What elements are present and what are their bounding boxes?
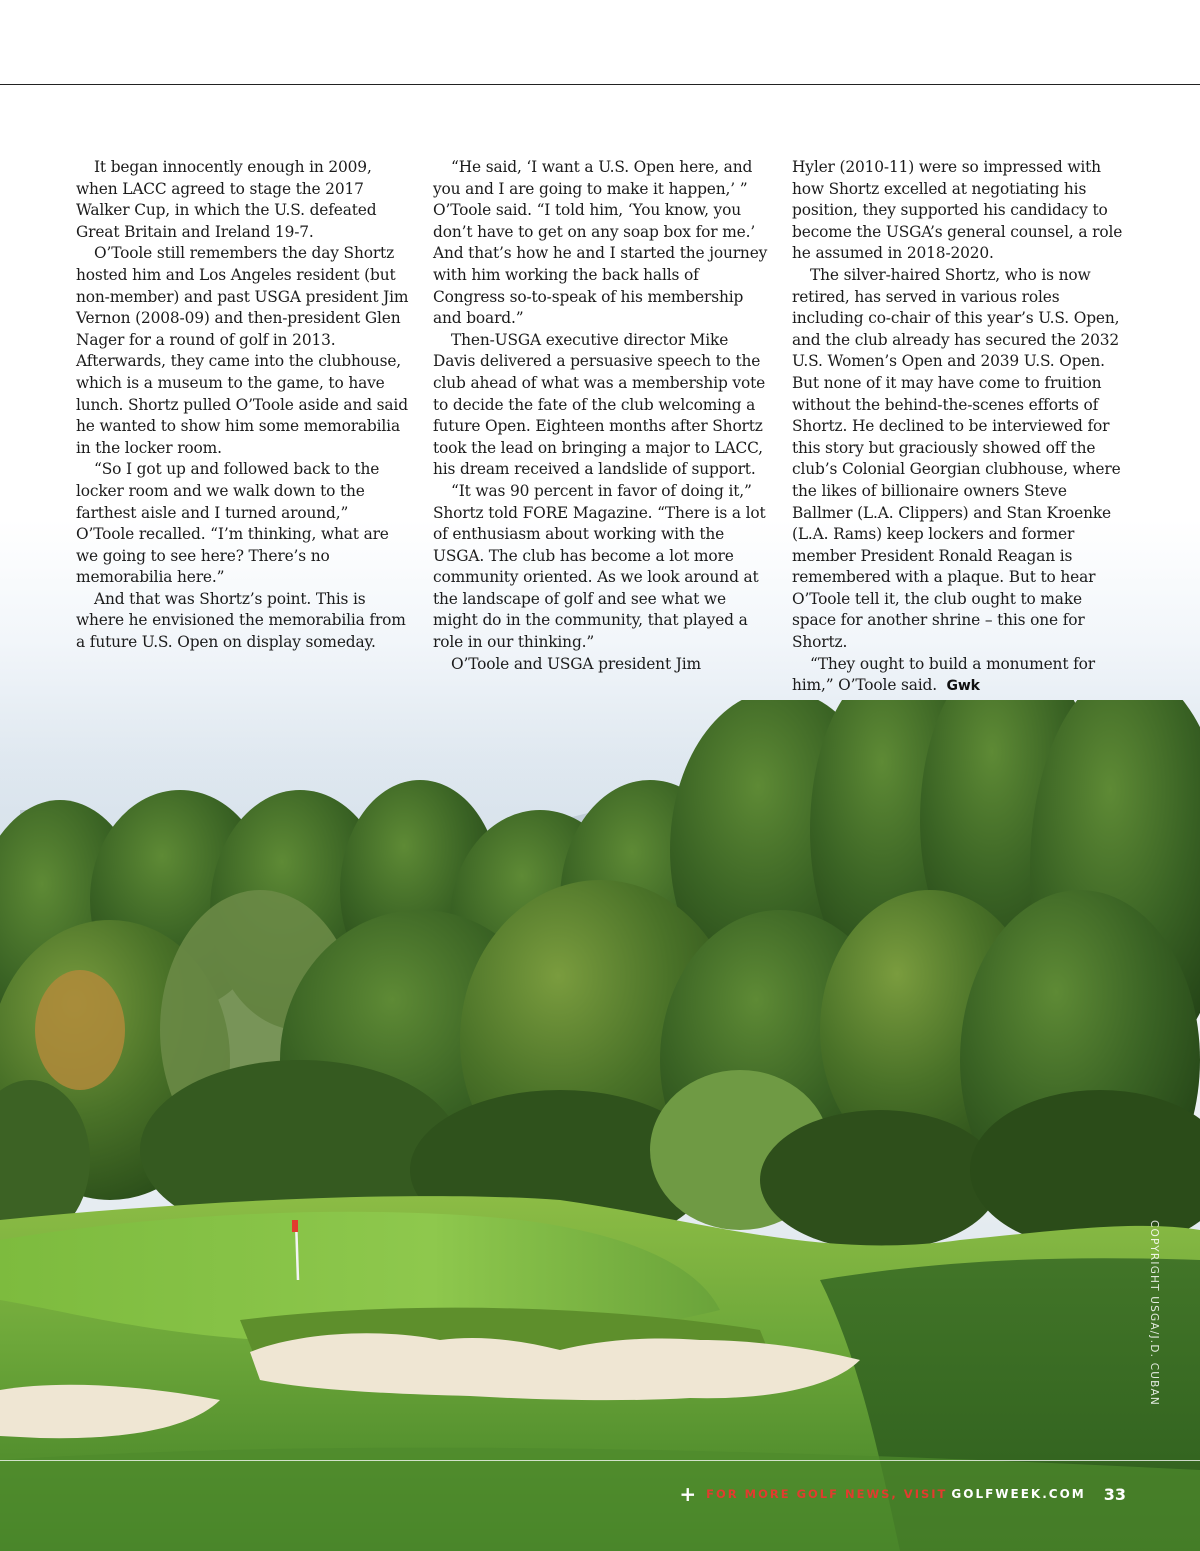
article-paragraph: “He said, ‘I want a U.S. Open here, and you and I are going to make it happen,’ ” O’Toole said. “I told him, ‘You know, you don’t have to get on any soap box for me.’ And that’s how he and I started the journey with him working the back halls of Congress so-to-speak of his membership and board.” — [433, 158, 768, 328]
article-column-3 — [792, 157, 1126, 698]
page-number: 33 — [1103, 1484, 1126, 1504]
article-paragraph — [792, 654, 1126, 698]
plus-icon: + — [679, 1482, 697, 1506]
footer-rule — [0, 1460, 1200, 1461]
closing-quote: “They ought to build a monument for him,” O’Toole said. — [792, 654, 1095, 695]
photo-credit: COPYRIGHT USGA/J.D. CUBAN — [1148, 1220, 1160, 1406]
article-paragraph: It began innocently enough in 2009, when LACC agreed to stage the 2017 Walker Cup, in which the U.S. defeated Great Britain and Ireland 19-7. — [76, 158, 377, 241]
article-paragraph: And that was Shortz’s point. This is where he envisioned the memorabilia from a future U.S. Open on display someday. — [76, 589, 406, 652]
article-paragraph: “It was 90 percent in favor of doing it,” Shortz told FORE Magazine. “There is a lot of enthusiasm about working with the USGA. The club has become a lot more community oriented. As we look around at the landscape of golf and see what we might do in the community, that played a role in our thinking.” — [433, 481, 766, 652]
header-rule — [0, 84, 1200, 85]
footer-promo-text: FOR MORE GOLF NEWS, VISIT — [706, 1487, 948, 1501]
article-paragraph: Hyler (2010-11) were so impressed with how Shortz excelled at negotiating his position, they supported his candidacy to become the USGA’s general counsel, a role he assumed in 2018-2020. — [792, 158, 1123, 263]
article-paragraph: O’Toole and USGA president Jim — [451, 654, 701, 673]
end-mark: Gwk — [946, 678, 980, 695]
article-column-1 — [76, 157, 410, 654]
page-footer — [679, 1484, 1126, 1504]
article-paragraph: O’Toole still remembers the day Shortz hosted him and Los Angeles resident (but non-member) and past USGA president Jim Vernon (2008-09) and then-president Glen Nager for a round of golf in 2013. Afterwards, they came into the clubhouse, which is a museum to the game, to have lunch. Shortz pulled O’Toole aside and said he wanted to show him some memorabilia in the locker room. — [76, 244, 409, 457]
golf-course-photo — [0, 700, 1200, 1551]
article-paragraph: The silver-haired Shortz, who is now retired, has served in various roles including co-chair of this year’s U.S. Open, and the club already has secured the 2032 U.S. Women’s Open and 2039 U.S. Open. But none of it may have come to fruition without the behind-the-scenes efforts of Shortz. He declined to be interviewed for this story but graciously showed off the club’s Colonial Georgian clubhouse, where the likes of billionaire owners Steve Ballmer (L.A. Clippers) and Stan Kroenke (L.A. Rams) keep lockers and former member President Ronald Reagan is remembered with a plaque. But to hear O’Toole tell it, the club ought to make space for another shrine – this one for Shortz. — [792, 265, 1121, 652]
footer-site-link[interactable]: GOLFWEEK.COM — [951, 1487, 1086, 1501]
article-paragraph: Then-USGA executive director Mike Davis delivered a persuasive speech to the club ahead of what was a membership vote to decide the fate of the club welcoming a future Open. Eighteen months after Shortz took the lead on bringing a major to LACC, his dream received a landslide of support. — [433, 330, 766, 479]
article-column-2 — [433, 157, 769, 675]
article-paragraph: “So I got up and followed back to the locker room and we walk down to the farthest aisle and I turned around,” O’Toole recalled. “I’m thinking, what are we going to see here? There’s no memorabilia here.” — [76, 460, 389, 587]
